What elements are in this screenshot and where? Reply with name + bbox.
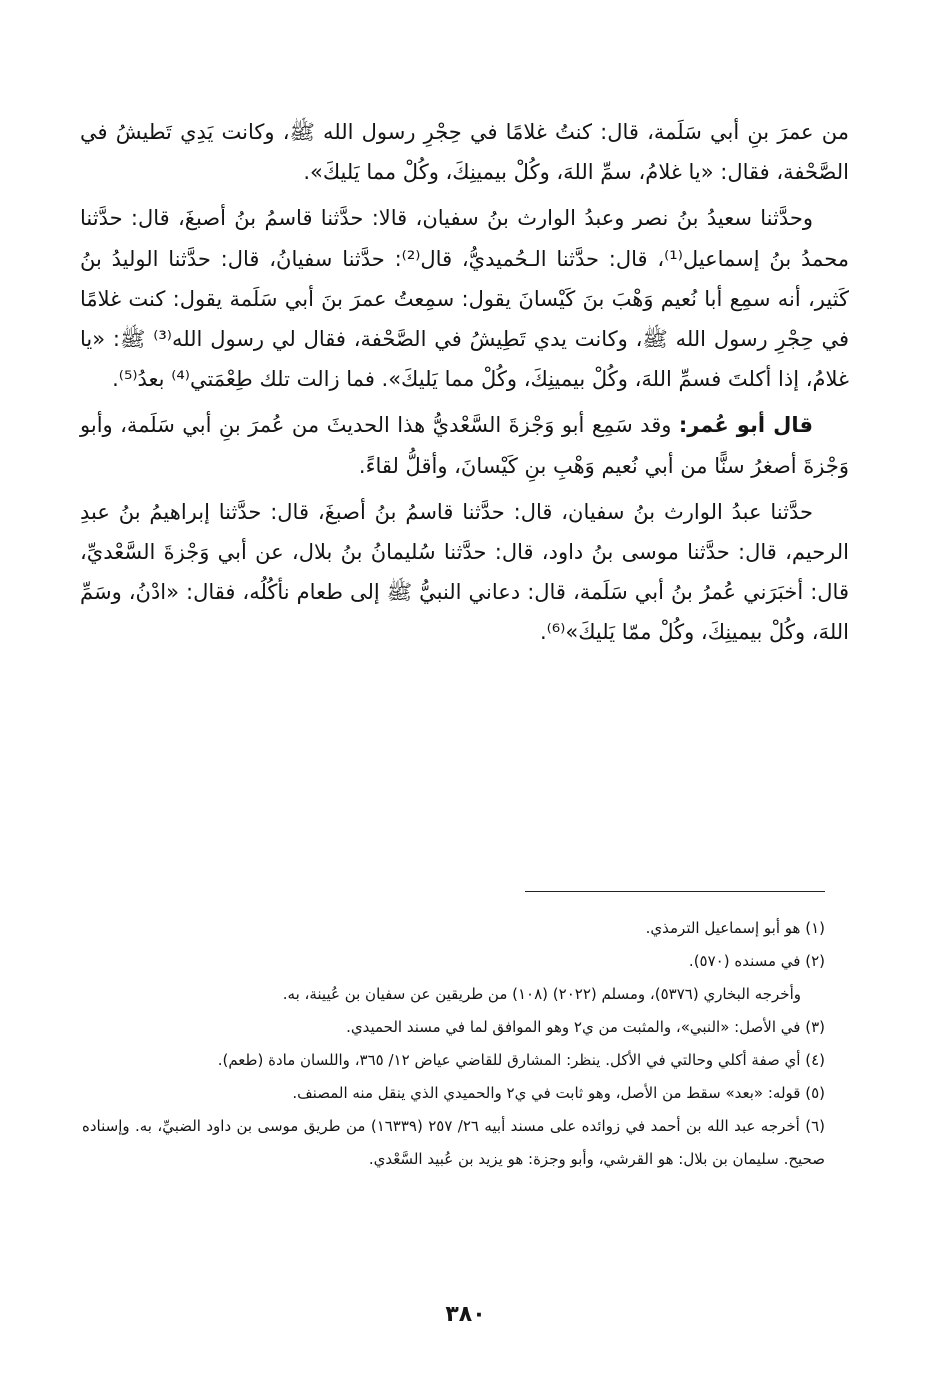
paragraph-2: وحدَّثنا سعيدُ بنُ نصر وعبدُ الوارث بنُ سفيان، قالا: حدَّثنا قاسمُ بنُ أصبغَ، قال: حدَّثنا محمدُ بنُ إسماعيل⁽¹⁾، قال: حدَّثنا الـحُميديُّ، قال⁽²⁾: حدَّثنا سفيانُ، قال: حدَّثنا الوليدُ بنُ كَثير، أنه سمِع أبا نُعيم وَهْبَ بنَ كَيْسانَ يقول: سمِعتُ عمرَ بنَ أبي سَلَمة يقول: كنت غلامًا في حِجْرِ رسول الله ﷺ، وكانت يدي تَطِيشُ في الصَّحْفة، فقال لي رسول الله⁽³⁾ ﷺ: «يا غلامُ، إذا أكلتَ فسمِّ اللهَ، وكُلْ بيمينِكَ، وكُلْ مما يَليكَ». فما زالت تلك طِعْمَتي⁽⁴⁾ بعدُ⁽⁵⁾. <box>80 206 850 392</box>
abu-umar-label: قال أبو عُمر: <box>678 413 813 438</box>
paragraph-1: من عمرَ بنِ أبي سَلَمة، قال: كنتُ غلامًا في حِجْرِ رسول الله ﷺ، وكانت يَدِي تَطيشُ في الصَّحْفة، فقال: «يا غلامُ، سمِّ اللهَ، وكُلْ بيمينِكَ، وكُلْ مما يَليكَ». <box>80 120 849 185</box>
footnote-4: (٤) أي صفة أكلي وحالتي في الأكل. ينظر: المشارق للقاضي عياض ١٢/ ٣٦٥، واللسان مادة (طعم). <box>217 1051 825 1069</box>
page-number: ٣٨٠ <box>445 1302 486 1327</box>
paragraph-abu-umar <box>80 405 849 485</box>
footnote-5: (٥) قوله: «بعد» سقط من الأصل، وهو ثابت في ي٢ والحميدي الذي ينقل منه المصنف. <box>292 1084 825 1102</box>
footnotes <box>82 912 825 1176</box>
footnote-3: (٣) في الأصل: «النبي»، والمثبت من ي٢ وهو الموافق لما في مسند الحميدي. <box>346 1018 825 1036</box>
footnote-2-continued: وأخرجه البخاري (٥٣٧٦)، ومسلم (٢٠٢٢) (١٠٨) من طريقين عن سفيان بن عُيينة، به. <box>282 985 801 1003</box>
footnote-1: (١) هو أبو إسماعيل الترمذي. <box>645 919 825 937</box>
footnote-2: (٢) في مسنده (٥٧٠). <box>688 952 825 970</box>
abu-umar-text: وقد سَمِع أبو وَجْزةَ السَّعْديُّ هذا الحديثَ من عُمرَ بنِ أبي سَلَمة، وأبو وَجْزةَ أصغرُ سنًّا من أبي نُعيم وَهْبِ بنِ كَيْسانَ، وأقلُّ لقاءً. <box>80 413 849 478</box>
footnote-divider <box>525 891 825 892</box>
footnote-6: (٦) أخرجه عبد الله بن أحمد في زوائده على مسند أبيه ٢٦/ ٢٥٧ (١٦٣٣٩) من طريق موسى بن داود الضبيِّ، به. وإسناده صحيح. سليمان بن بلال: هو القرشي، وأبو وجزة: هو يزيد بن عُبيد السَّعْدي. <box>82 1117 825 1168</box>
main-text <box>80 112 849 653</box>
paragraph-last: حدَّثنا عبدُ الوارث بنُ سفيان، قال: حدَّثنا قاسمُ بنُ أصبغَ، قال: حدَّثنا إبراهيمُ بنُ عبدِ الرحيم، قال: حدَّثنا موسى بنُ داود، قال: حدَّثنا سُليمانُ بنُ بلال، عن أبي وَجْزةَ السَّعْديِّ، قال: أخبَرَني عُمرُ بنُ أبي سَلَمة، قال: دعاني النبيُّ ﷺ إلى طعام نأكُلُه، فقال: «ادْنُ، وسَمِّ اللهَ، وكُلْ بيمينِكَ، وكُلْ ممّا يَليكَ»⁽⁶⁾. <box>80 499 849 645</box>
